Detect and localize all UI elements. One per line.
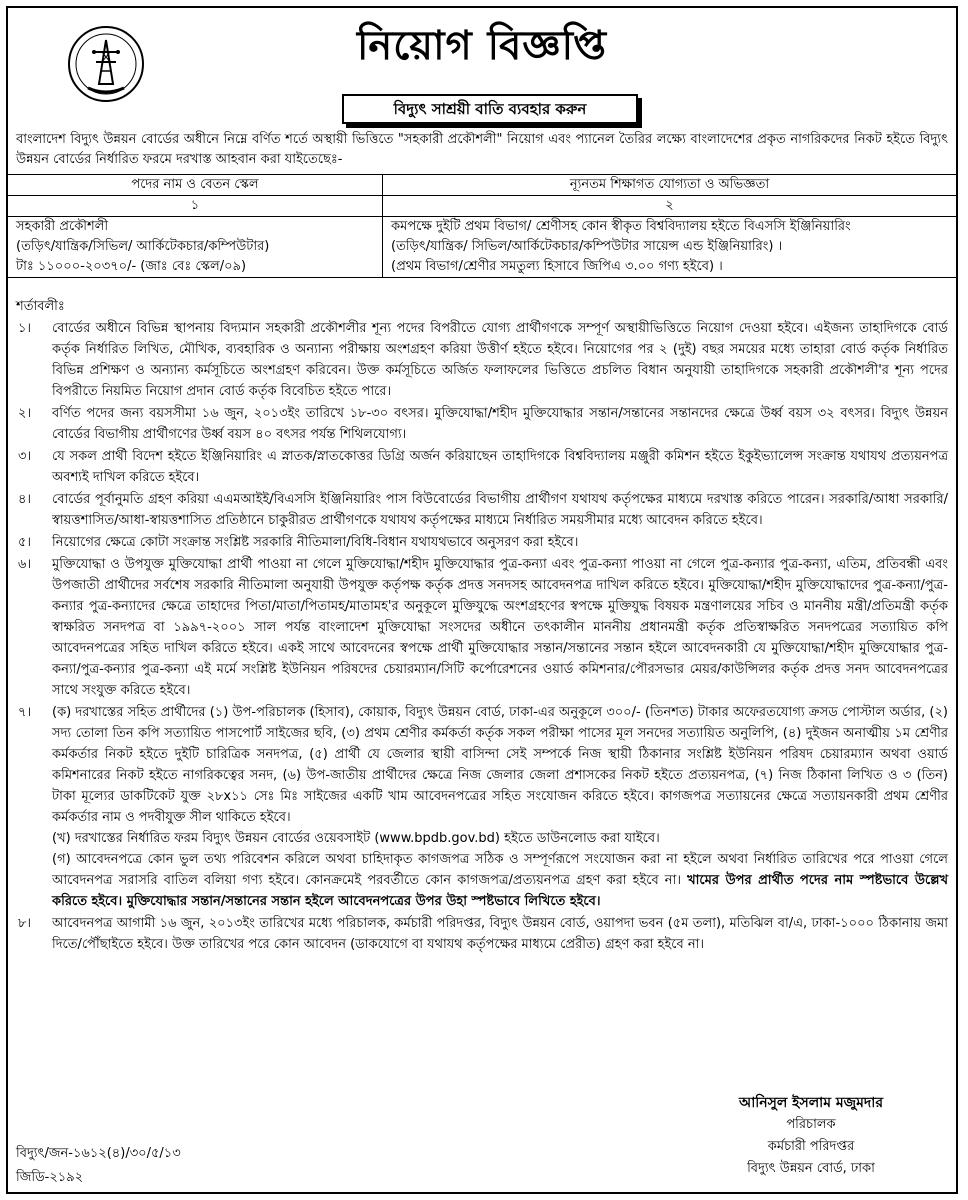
- condition-number: ৪।: [18, 492, 32, 507]
- condition-number: ৬।: [18, 557, 32, 572]
- condition-item: [16, 403, 948, 445]
- condition-number: ৫।: [18, 535, 32, 550]
- condition-text: বোর্ডের অধীনে বিভিন্ন স্থাপনায় বিদ্যমান সহকারী প্রকৌশলীর শূন্য পদের বিপরীতে যোগ্য প্রার্থীগণকে সম্পূর্ণ অস্থায়ীভিত্তিতে নিয়োগ দেওয়া হইবে। এইজন্য তাহাদিগকে বোর্ড কর্তৃক নির্ধারিত লিখিত, মৌখিক, ব্যবহারিক ও অন্যান্য পরীক্ষায় অংশগ্রহণ করিয়া উত্তীর্ণ হইতে হইবে। নিয়োগের পর ২ (দুই) বছর সময়ের মধ্যে তাহারা বোর্ড কর্তৃক নির্ধারিত বিভিন্ন প্রশিক্ষণ ও অন্যান্য কর্মসূচিতে অংশগ্রহণ করিবেন। উক্ত কর্মসূচিতে অর্জিত ফলাফলের ভিত্তিতে প্রচলিত বিধান অনুযায়ী তাহাদিগকে সহকারী প্রকৌশলী'র শূন্য পদের বিপরীতে নিয়মিত নিয়োগ প্রদান বোর্ড কর্তৃক বিবেচিত হইতে পারে।: [52, 321, 948, 399]
- conditions-section: [16, 296, 948, 956]
- condition-item: [16, 702, 948, 912]
- col-number-2: ২: [383, 196, 957, 217]
- qualification-cell: [383, 217, 957, 278]
- page-title: নিয়োগ বিজ্ঞপ্তি: [356, 23, 607, 69]
- condition-text: মুক্তিযোদ্ধা ও উপযুক্ত মুক্তিযোদ্ধা প্রার্থী পাওয়া না গেলে মুক্তিযোদ্ধা/শহীদ মুক্তিযোদ্ধার পুত্র-কন্যা এবং পুত্র-কন্যা পাওয়া না গেলে পুত্র-কন্যার পুত্র-কন্যা, এতিম, প্রতিবন্ধী এবং উপজাতী প্রার্থীদের সর্বশেষ সরকারি নীতিমালা অনুযায়ী উপযুক্ত কর্তৃপক্ষ কর্তৃক প্রদত্ত সনদসহ আবেদনপত্র দাখিল করিতে হইবে। মুক্তিযোদ্ধা/শহীদ মুক্তিযোদ্ধাদের পুত্র-কন্যা/পুত্র-কন্যার পুত্র-কন্যাদের ক্ষেত্রে তাহাদের পিতা/মাতা/পিতামহ/মাতামহ'র অনুকূলে মুক্তিযুদ্ধে অংশগ্রহণের স্বপক্ষে মুক্তিযুদ্ধ বিষয়ক মন্ত্রণালয়ের সচিব ও মাননীয় মন্ত্রী/প্রতিমন্ত্রী কর্তৃক স্বাক্ষরিত সনদপত্র বা ১৯৯৭-২০০১ সাল পর্যন্ত বাংলাদেশ মুক্তিযোদ্ধা সংসদের অধীনে তৎকালীন মাননীয় প্রধানমন্ত্রী কর্তৃক প্রতিস্বাক্ষরিত সনদপত্রের সত্যায়িত কপি আবেদনপত্রের সহিত দাখিল করিতে হইবে। একই সাথে আবেদনের স্বপক্ষে প্রার্থী মুক্তিযোদ্ধার সন্তান/সন্তানের সন্তান হইলে আবেদনকারী যে মুক্তিযোদ্ধা/শহীদ মুক্তিযোদ্ধার পুত্র-কন্যা/পুত্র-কন্যার পুত্র-কন্যা এই মর্মে সংশ্লিষ্ট ইউনিয়ন পরিষদের চেয়ারম্যান/সিটি কর্পোরেশনের ওয়ার্ড কমিশনার/পৌরসভার মেয়র/কাউন্সিলর কর্তৃক প্রদত্ত সনদ আবেদনপত্রের সাথে সংযুক্ত করিতে হইবে।: [52, 557, 948, 698]
- requirements-table: [8, 174, 956, 278]
- col-header-qualification: ন্যূনতম শিক্ষাগত যোগ্যতা ও অভিজ্ঞতা: [383, 175, 957, 196]
- signature-block: [676, 1092, 946, 1180]
- condition-item: [16, 318, 948, 402]
- condition-item: [16, 446, 948, 488]
- conditions-title: শর্তাবলীঃ: [16, 299, 65, 314]
- memo-block: [16, 1142, 181, 1190]
- condition-number: ১।: [18, 321, 32, 336]
- slogan-box: বিদ্যুৎ সাশ্রয়ী বাতি ব্যবহার করুন: [342, 94, 638, 124]
- post-name: সহকারী প্রকৌশলী: [16, 219, 109, 234]
- condition-number: ৭।: [18, 705, 32, 720]
- post-pay-scale: টাঃ ১১০০০-২০৩৭০/- (জাঃ বেঃ স্কেল/০৯): [16, 259, 247, 274]
- gd-number: জিডি-২১৯২: [16, 1170, 84, 1185]
- condition-subclause-a: (ক) দরখাস্তের সহিত প্রার্থীদের (১) উপ-পরিচালক (হিসাব), কোয়াক, বিদ্যুৎ উন্নয়ন বোর্ড, ঢাকা-এর অনুকূলে ৩০০/- (তিনশত) টাকার অফেরতযোগ্য ক্রসড পোস্টাল অর্ডার, (২) সদ্য তোলা তিন কপি সত্যায়িত পাসপোর্ট সাইজের ছবি, (৩) প্রথম শ্রেণীর কর্মকর্তা কর্তৃক সকল পরীক্ষা পাসের মূল সনদের সত্যায়িত অনুলিপি, (৪) দুইজন অনাত্মীয় ১ম শ্রেণীর কর্মকর্তার নিকট হইতে দুইটি চারিত্রিক সনদপত্র, (৫) প্রার্থী যে জেলার স্থায়ী বাসিন্দা সেই সম্পর্কে নিজ স্থায়ী ঠিকানার সংশ্লিষ্ট ইউনিয়ন পরিষদ চেয়ারম্যান অথবা ওয়ার্ড কমিশনারের নিকট হইতে নাগরিকত্বের সনদ, (৬) উপ-জাতীয় প্রার্থীদের ক্ষেত্রে নিজ জেলার জেলা প্রশাসকের নিকট হইতে প্রত্যয়নপত্র, (৭) নিজ ঠিকানা লিখিত ও ৩ (তিন) টাকা মূল্যের ডাকটিকেট যুক্ত ২৮x১১ সেঃ মিঃ সাইজের একটি খাম আবেদনপত্রের সহিত সংযোজন করিতে হইবে। কাগজপত্র সত্যায়নের ক্ষেত্রে সত্যায়নকারী প্রথম শ্রেণীর কর্মকর্তার নাম ও পদবীযুক্ত সীল থাকিতে হইবে।: [52, 705, 948, 825]
- subclause-c-text: (গ) আবেদনপত্রে কোন ভুল তথ্য পরিবেশন করিলে অথবা চাহিদাকৃত কাগজপত্র সঠিক ও সম্পূর্ণরূপে সংযোজন করা না হইলে অথবা নির্ধারিত তারিখের পরে পাওয়া গেলে আবেদনপত্র সরাসরি বাতিল বলিয়া গণ্য হইবে। কোনক্রমেই পরবর্তীতে কোন কাগজপত্র/প্রত্যয়নপত্র গ্রহণ করা হইবে না।: [52, 852, 948, 888]
- qualification-line: (তড়িৎ/যান্ত্রিক/ সিভিল/আর্কিটেকচার/কম্পিউটার সায়েন্স এন্ড ইঞ্জিনিয়ারিং) ।: [391, 239, 783, 254]
- condition-text: নিয়োগের ক্ষেত্রে কোটা সংক্রান্ত সংশ্লিষ্ট সরকারি নীতিমালা/বিধি-বিধান যথাযথভাবে অনুসরণ করা হইবে।: [52, 535, 579, 550]
- condition-item: [16, 913, 948, 955]
- signatory-name: আনিসুল ইসলাম মজুমদার: [738, 1095, 884, 1111]
- condition-text: যে সকল প্রার্থী বিদেশ হইতে ইঞ্জিনিয়ারিং এ স্নাতক/স্নাতকোত্তর ডিগ্রি অর্জন করিয়াছেন তাহাদিগকে বিশ্ববিদ্যালয় মঞ্জুরী কমিশন হইতে ইকুইভ্যালেন্স সংক্রান্ত যথাযথ প্রত্যয়নপত্র অবশ্যই দাখিল করিতে হইবে।: [52, 449, 948, 485]
- signatory-office: বিদ্যুৎ উন্নয়ন বোর্ড, ঢাকা: [747, 1161, 875, 1176]
- condition-text: বর্ণিত পদের জন্য বয়সসীমা ১৬ জুন, ২০১৩ইং তারিখে ১৮-৩০ বৎসর। মুক্তিযোদ্ধা/শহীদ মুক্তিযোদ্ধার সন্তান/সন্তানের সন্তানদের ক্ষেত্রে উর্ধ্ব বয়স ৩২ বৎসর। বিদ্যুৎ উন্নয়ন বোর্ডের বিভাগীয় প্রার্থীগণের উর্ধ্ব বয়স ৪০ বৎসর পর্যন্ত শিথিলযোগ্য।: [52, 406, 948, 442]
- condition-number: ৩।: [18, 449, 32, 464]
- intro-paragraph: বাংলাদেশ বিদ্যুৎ উন্নয়ন বোর্ডের অধীনে নিম্নে বর্ণিত শর্তে অস্থায়ী ভিত্তিতে "সহকারী প্রকৌশলী" নিয়োগ এবং প্যানেল তৈরির লক্ষ্যে বাংলাদেশের প্রকৃত নাগরিকদের নিকট হইতে বিদ্যুৎ উন্নয়ন বোর্ডের নির্ধারিত ফরমে দরখাস্ত আহবান করা যাইতেছেঃ-: [16, 132, 948, 167]
- col-number-1: ১: [8, 196, 383, 217]
- condition-subclause-b: (খ) দরখাস্তের নির্ধারিত ফরম বিদ্যুৎ উন্নয়ন বোর্ডের ওয়েবসাইট (www.bpdb.gov.bd) হইতে ডাউনলোড করা যাইবে।: [52, 831, 660, 846]
- condition-subclause-c: [52, 849, 948, 912]
- signatory-department: কর্মচারী পরিদপ্তর: [767, 1139, 855, 1154]
- condition-number: ৮।: [18, 916, 32, 931]
- col-header-post: পদের নাম ও বেতন স্কেল: [8, 175, 383, 196]
- advertisement-page: [6, 6, 958, 1194]
- qualification-line: (প্রথম বিভাগ/শ্রেণীর সমতুল্য হিসাবে জিপিএ ৩.০০ গণ্য হইবে) ।: [391, 259, 723, 274]
- post-disciplines: (তড়িৎ/যান্ত্রিক/সিভিল/ আর্কিটেকচার/কম্পিউটার): [16, 239, 270, 254]
- condition-item: [16, 554, 948, 701]
- condition-text: আবেদনপত্র আগামী ১৬ জুন, ২০১৩ইং তারিখের মধ্যে পরিচালক, কর্মচারী পরিদপ্তর, বিদ্যুৎ উন্নয়ন বোর্ড, ওয়াপদা ভবন (৫ম তলা), মতিঝিল বা/এ, ঢাকা-১০০০ ঠিকানায় জমা দিতে/পৌঁছাইতে হইবে। উক্ত তারিখের পরে কোন আবেদন (ডাকযোগে বা যথাযথ কর্তৃপক্ষের মাধ্যমে প্রেরীত) গ্রহণ করা হইবে না।: [52, 916, 948, 952]
- post-cell: [8, 217, 383, 278]
- subclause-c-bold-text: খামের উপর প্রার্থীত পদের নাম স্পষ্টভাবে উল্লেখ করিতে হইবে। মুক্তিযোদ্ধার সন্তান/সন্তানের সন্তান হইলে আবেদনপত্রের উপর উহা স্পষ্টভাবে লিখিতে হইবে।: [52, 873, 948, 909]
- memo-reference: বিদ্যুৎ/জন-১৬১২(৪)/৩০/৫/১৩: [16, 1146, 181, 1161]
- signatory-designation: পরিচালক: [786, 1117, 836, 1132]
- condition-text: বোর্ডের পূর্বানুমতি গ্রহণ করিয়া এএমআইই/বিএসসি ইঞ্জিনিয়ারিং পাস বিউবোর্ডের বিভাগীয় প্রার্থীগণ যথাযথ কর্তৃপক্ষের মাধ্যমে দরখাস্ত করিতে পারেন। সরকারি/আধা সরকারি/স্বায়ত্তশাসিত/আধা-স্বায়ত্তশাসিত প্রতিষ্ঠানে চাকুরীরত প্রার্থীগণকে যথাযথ কর্তৃপক্ষের মাধ্যমে নির্ধারিত সময়সীমার মধ্যে আবেদন করিতে হইবে।: [52, 492, 948, 528]
- condition-number: ২।: [18, 406, 32, 421]
- qualification-line: কমপক্ষে দুইটি প্রথম বিভাগ/ শ্রেণীসহ কোন স্বীকৃত বিশ্ববিদ্যালয় হইতে বিএসসি ইঞ্জিনিয়ারিং: [391, 219, 851, 234]
- condition-item: [16, 532, 948, 553]
- condition-item: [16, 489, 948, 531]
